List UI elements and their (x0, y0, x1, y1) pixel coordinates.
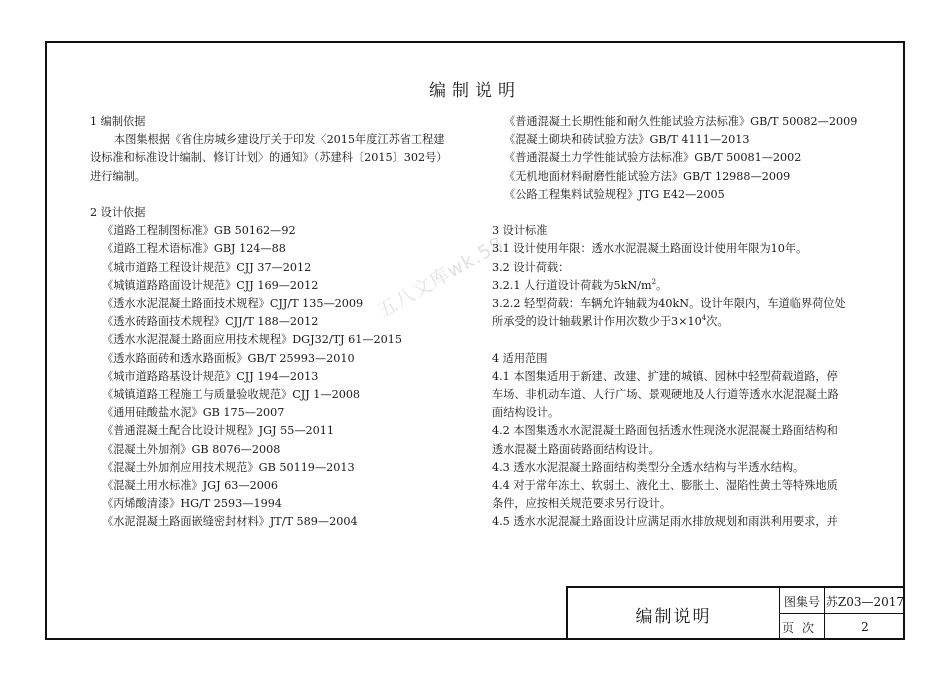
list-item: 《透水砖路面技术规程》CJJ/T 188—2012 (102, 315, 319, 329)
clause-4-2: 4.2 本图集透水水泥混凝土路面包括透水性现浇水泥混凝土路面结构和 (492, 424, 838, 438)
left-column (90, 113, 490, 532)
clause-4-5: 4.5 透水水泥混凝土路面设计应满足雨水排放规划和雨洪利用要求，并 (492, 515, 838, 529)
page-number-label: 页次 (780, 614, 825, 640)
superscript: 2 (651, 277, 657, 286)
atlas-number-label: 图集号 (780, 588, 825, 614)
list-item: 《无机地面材料耐磨性能试验方法》GB/T 12988—2009 (504, 169, 791, 183)
list-item: 《透水水泥混凝土路面应用技术规程》DGJ32/TJ 61—2015 (102, 333, 402, 347)
section-1-text: 本图集根据《省住房城乡建设厅关于印发〈2015年度江苏省工程建 (114, 133, 445, 147)
list-item: 《丙烯酸清漆》HG/T 2593—1994 (102, 497, 282, 511)
list-item: 《普通混凝土力学性能试验方法标准》GB/T 50081—2002 (504, 151, 802, 165)
section-1-text: 进行编制。 (90, 169, 146, 183)
list-item: 《普通混凝土长期性能和耐久性能试验方法标准》GB/T 50082—2009 (504, 115, 858, 128)
right-column (492, 113, 887, 532)
list-item: 《城镇道路工程施工与质量验收规范》CJJ 1—2008 (102, 388, 361, 402)
clause-3-2-2-cont: 所承受的设计轴载累计作用次数少于$3\times 10^4$次。 (492, 314, 729, 329)
list-item: 《混凝土用水标准》JGJ 63—2006 (102, 479, 279, 493)
section-1-heading: 1 编制依据 (90, 115, 146, 128)
section-4-heading: 4 适用范围 (492, 351, 548, 365)
clause-4-4-cont: 条件，应按相关规范要求另行设计。 (492, 497, 672, 511)
clause-4-1: 4.1 本图集适用于新建、改建、扩建的城镇、园林中轻型荷载道路，停 (492, 369, 838, 383)
section-1-text: 设标准和标准设计编制、修订计划〉的通知》（苏建科〔2015〕302号） (90, 151, 448, 165)
clause-4-4: 4.4 对于常年冻土、软弱土、液化土、膨胀土、湿陷性黄土等特殊地质 (492, 479, 838, 493)
list-item: 《道路工程制图标准》GB 50162—92 (102, 224, 296, 238)
section-3-heading: 3 设计标准 (492, 224, 548, 238)
list-item: 《道路工程术语标准》GBJ 124—88 (102, 242, 286, 256)
list-item: 《城镇道路路面设计规范》CJJ 169—2012 (102, 278, 319, 292)
list-item: 《透水水泥混凝土路面技术规程》CJJ/T 135—2009 (102, 297, 364, 311)
clause-4-3: 4.3 透水水泥混凝土路面结构类型分全透水结构与半透水结构。 (492, 460, 805, 474)
list-item: 《水泥混凝土路面嵌缝密封材料》JT/T 589—2004 (102, 515, 358, 529)
clause-3-2-2: 3.2.2 轻型荷载：车辆允许轴载为40kN。设计年限内，车道临界荷位处 (492, 297, 846, 311)
watermark: 五八文库wk.58 (374, 232, 508, 323)
clause-4-1-cont: 车场、非机动车道、人行广场、景观硬地及人行道等透水水泥混凝土路 (492, 388, 839, 402)
drawing-name: 编制说明 (568, 588, 780, 640)
atlas-number-row (780, 588, 905, 614)
clause-4-2-cont: 透水混凝土路面砖路面结构设计。 (492, 442, 660, 456)
page-title: 编制说明 (429, 81, 521, 101)
superscript: 4 (701, 314, 707, 323)
atlas-number-value: 苏Z03—2017 (825, 594, 905, 609)
clause-3-2: 3.2 设计荷载： (492, 260, 570, 274)
standards-list (90, 222, 490, 531)
list-item: 《城市道路路基设计规范》CJJ 194—2013 (102, 369, 319, 383)
list-item: 《混凝土外加剂应用技术规范》GB 50119—2013 (102, 460, 355, 474)
section-2-heading: 2 设计依据 (90, 206, 146, 219)
list-item: 《公路工程集料试验规程》JTG E42—2005 (504, 187, 725, 201)
clause-3-2-1: 3.2.1 人行道设计荷载为$5kN/m^2$。 (492, 277, 668, 292)
list-item: 《通用硅酸盐水泥》GB 175—2007 (102, 406, 285, 420)
list-item: 《混凝土砌块和砖试验方法》GB/T 4111—2013 (504, 133, 750, 147)
list-item: 《城市道路工程设计规范》CJJ 37—2012 (102, 260, 312, 274)
list-item: 《普通混凝土配合比设计规程》JGJ 55—2011 (102, 424, 334, 438)
clause-3-1: 3.1 设计使用年限：透水水泥混凝土路面设计使用年限为10年。 (492, 242, 808, 256)
list-item: 《透水路面砖和透水路面板》GB/T 25993—2010 (102, 351, 355, 365)
list-item: 《混凝土外加剂》GB 8076—2008 (102, 442, 281, 456)
clause-4-1-cont: 面结构设计。 (492, 406, 560, 420)
page-number-row (780, 614, 905, 640)
page-number-value: 2 (861, 620, 869, 634)
title-block (566, 586, 905, 640)
